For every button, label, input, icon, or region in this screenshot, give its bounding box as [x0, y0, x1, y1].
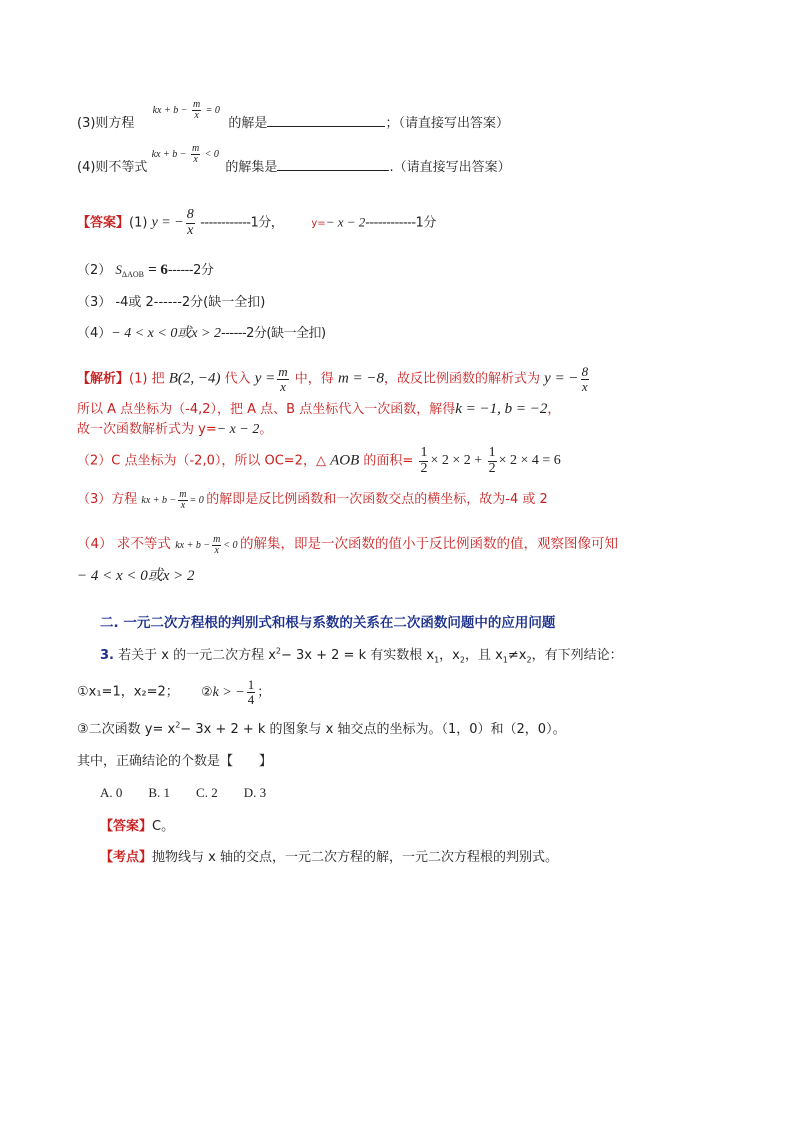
analysis-4: （2）C 点坐标为（-2,0），所以 OC=2，△ AOB 的面积= $\frac{1}{2}$ × 2 × 2 + $\frac{1}{2}$ × 2 × 4 = 6 [77, 445, 561, 476]
q3-answer-blank[interactable] [267, 114, 385, 127]
q3-suffix: 的解是 [228, 116, 268, 131]
answer-2-line: 【答案】C。 [100, 819, 175, 834]
question-prompt: 其中，正确结论的个数是【 】 [77, 754, 273, 769]
q4-prefix: (4)则不等式 [77, 160, 148, 175]
q4-tail: .（请直接写出答案） [389, 160, 511, 175]
conclusion-2: ②k > − $\frac{1}{4}$ ； [200, 677, 271, 707]
analysis-3: 故一次函数解析式为 y=− x − 2。 [77, 422, 273, 437]
q4-equation: kx + b − m x < 0 [151, 142, 219, 166]
analysis-1: 【解析】(1) 把 B(2, −4) 代入 y = $\frac{m}{x}$ 中，得 m = −8，故反比例函数的解析式为 y = − $\frac{8}{x}$ [77, 364, 589, 394]
conclusion-1: ①x₁=1，x₂=2； [77, 684, 179, 700]
analysis-5: （3）方程 kx + b − $\frac{m}{x}$ = 0 的解即是反比例函数和一次函数交点的横坐标，故为-4 或 2 [77, 488, 548, 512]
analysis-7: − 4 < x < 0或x > 2 [77, 568, 195, 584]
analysis-2: 所以 A 点坐标为（-4,2），把 A 点、B 点坐标代入一次函数，解得k = −1, b = −2， [77, 401, 561, 417]
q4-suffix: 的解集是 [225, 160, 278, 175]
answer-1: 【答案】(1) y = − $\frac{8}{x}$ ------------1分， y=− x − 2------------1分 [77, 207, 436, 238]
q3-equation: kx + b − m x = 0 [152, 98, 220, 122]
ans1-score: ------------1分， [200, 215, 284, 231]
kaodian-line: 【考点】抛物线与 x 轴的交点，一元二次方程的解，一元二次方程根的判别式。 [100, 850, 558, 865]
conclusions-1-2 [77, 678, 270, 706]
problem-3: 3. 若关于 x 的一元二次方程 $x^2- 3x + 2 = k$ 有实数根 $x_1$，$x_2$，且 $x_1\ne x_2$，有下列结论： [100, 646, 623, 665]
analysis-label: 【解析】 [77, 371, 130, 387]
options: A. 0 B. 1 C. 2 D. 3 [100, 785, 267, 800]
conclusion-3: ③二次函数 $y= x^2- 3x + 2 + k$ 的图象与 x 轴交点的坐标为。（1，0）和（2，0）。 [77, 720, 566, 737]
ans1-formula: y = − $\frac{8}{x}$ [151, 207, 194, 238]
analysis-6: （4） 求不等式 kx + b − $\frac{m}{x}$ < 0 的解集，即是一次函数的值小于反比例函数的值，观察图像可知 [77, 533, 619, 557]
q3-tail: ；（请直接写出答案） [385, 116, 509, 131]
q4-answer-blank[interactable] [277, 158, 389, 171]
answer-4: （4）− 4 < x < 0或x > 2------2分(缺一全扣) [77, 326, 326, 341]
answer-label: 【答案】 [77, 215, 130, 231]
answer-3: （3） -4或 2------2分(缺一全扣) [77, 295, 266, 310]
answer-2: （2） $S_{\Delta AOB} = 6------2$分 [77, 262, 214, 279]
q3-prefix: (3)则方程 [77, 116, 135, 131]
section-2-heading: 二. 一元二次方程根的判别式和根与系数的关系在二次函数问题中的应用问题 [100, 615, 556, 631]
